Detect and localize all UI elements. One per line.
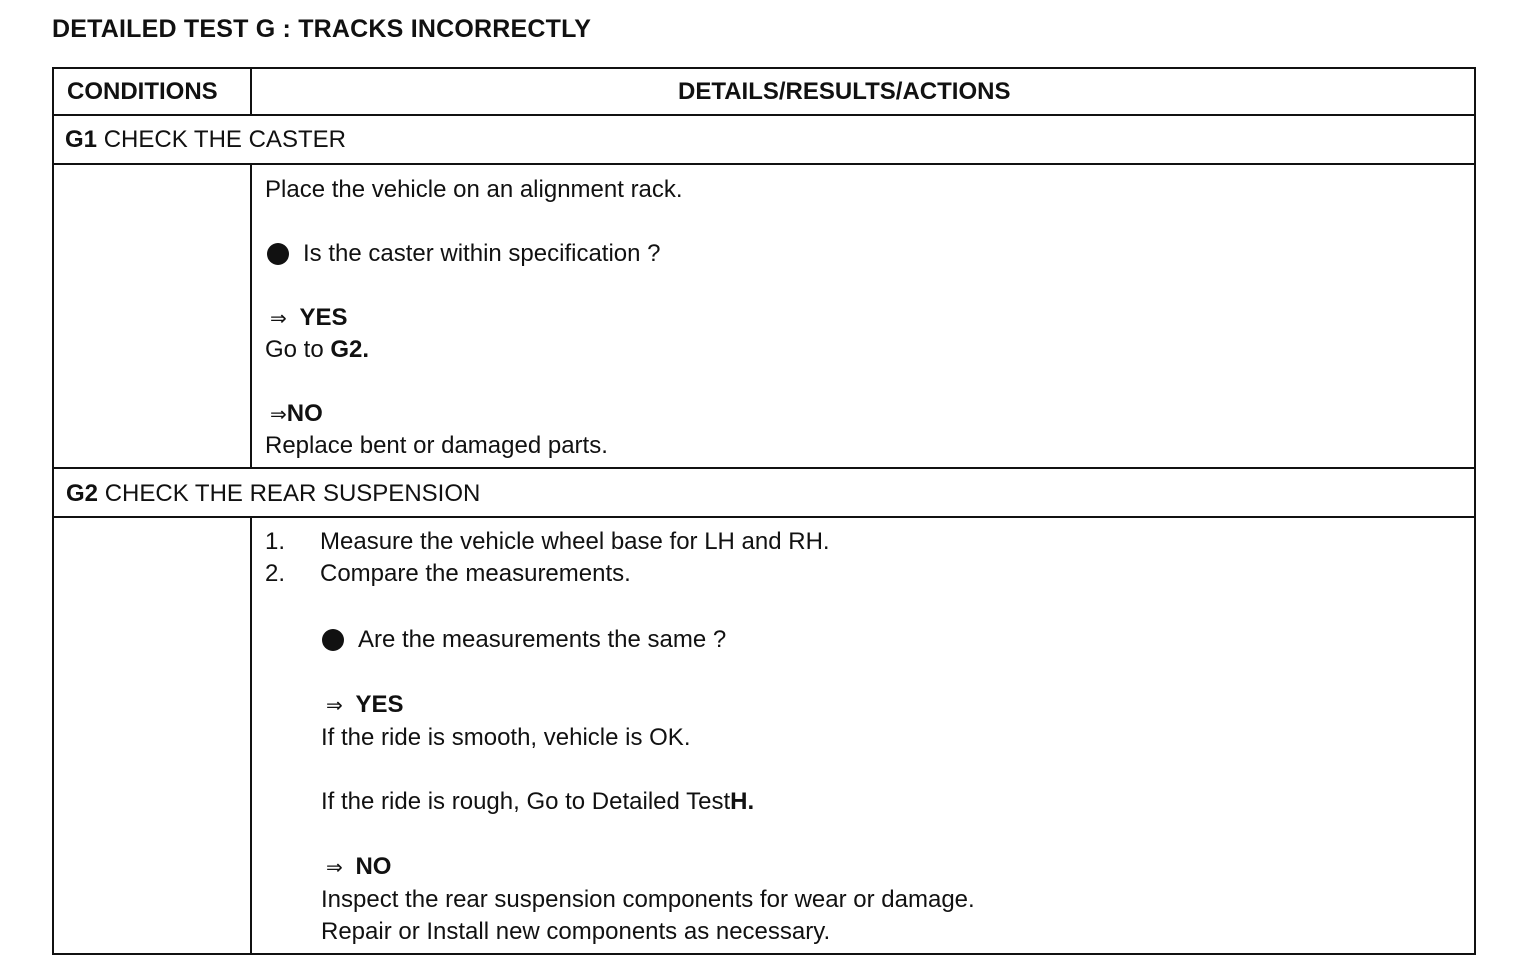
g2-yes-action-2-ref: H. bbox=[730, 788, 755, 815]
g2-step-2-number: 2. bbox=[265, 560, 286, 587]
g1-instruction: Place the vehicle on an alignment rack. bbox=[265, 176, 683, 203]
g1-yes-label: YES bbox=[299, 304, 348, 331]
page-title: DETAILED TEST G : TRACKS INCORRECTLY bbox=[52, 15, 592, 43]
g1-section-divider bbox=[52, 467, 1476, 469]
g2-heading-text: CHECK THE REAR SUSPENSION bbox=[104, 480, 481, 507]
g2-code: G2 bbox=[66, 480, 99, 507]
g1-yes-result bbox=[270, 304, 347, 333]
g2-yes-arrow-icon: ⇒ bbox=[326, 695, 343, 717]
g2-question-bullet-icon bbox=[322, 629, 344, 651]
g2-yes-action-2-prefix: If the ride is rough, Go to Detailed Test bbox=[321, 788, 731, 815]
g2-no-action-2: Repair or Install new components as necessary. bbox=[321, 918, 831, 945]
g1-no-arrow-icon: ⇒ bbox=[270, 404, 287, 426]
g2-yes-result bbox=[326, 691, 403, 720]
g2-no-arrow-icon: ⇒ bbox=[326, 857, 343, 879]
g1-code: G1 bbox=[65, 126, 98, 153]
g1-heading bbox=[65, 126, 346, 154]
g1-column-divider bbox=[250, 163, 252, 469]
g2-question: Are the measurements the same ? bbox=[358, 626, 727, 653]
g2-yes-action-2 bbox=[321, 788, 754, 816]
g2-step-1-text: Measure the vehicle wheel base for LH and RH. bbox=[320, 528, 830, 555]
g2-yes-label: YES bbox=[355, 691, 404, 718]
g1-heading-divider bbox=[52, 163, 1476, 165]
conditions-column-header: CONDITIONS bbox=[67, 78, 218, 105]
header-divider bbox=[52, 114, 1476, 116]
g1-no-result bbox=[270, 400, 323, 429]
header-column-divider bbox=[250, 67, 252, 116]
g1-no-label: NO bbox=[286, 400, 323, 427]
g2-step-1-number: 1. bbox=[265, 528, 286, 555]
g1-heading-text: CHECK THE CASTER bbox=[103, 126, 346, 153]
g1-yes-action-prefix: Go to bbox=[265, 336, 324, 363]
g2-heading-divider bbox=[52, 516, 1476, 518]
g1-yes-arrow-icon: ⇒ bbox=[270, 308, 287, 330]
g1-question-bullet-icon bbox=[267, 243, 289, 265]
g2-no-result bbox=[326, 853, 391, 882]
g1-yes-action-ref: G2. bbox=[330, 336, 370, 363]
g1-question: Is the caster within specification ? bbox=[303, 240, 661, 267]
g2-step-2-text: Compare the measurements. bbox=[320, 560, 631, 587]
g1-no-action: Replace bent or damaged parts. bbox=[265, 432, 608, 459]
details-column-header: DETAILS/RESULTS/ACTIONS bbox=[678, 78, 1011, 105]
g2-column-divider bbox=[250, 516, 252, 955]
g2-yes-action-1: If the ride is smooth, vehicle is OK. bbox=[321, 724, 691, 751]
g2-no-label: NO bbox=[355, 853, 392, 880]
g1-yes-action bbox=[265, 336, 369, 364]
g2-heading bbox=[66, 480, 480, 508]
g2-no-action-1: Inspect the rear suspension components for wear or damage. bbox=[321, 886, 975, 913]
